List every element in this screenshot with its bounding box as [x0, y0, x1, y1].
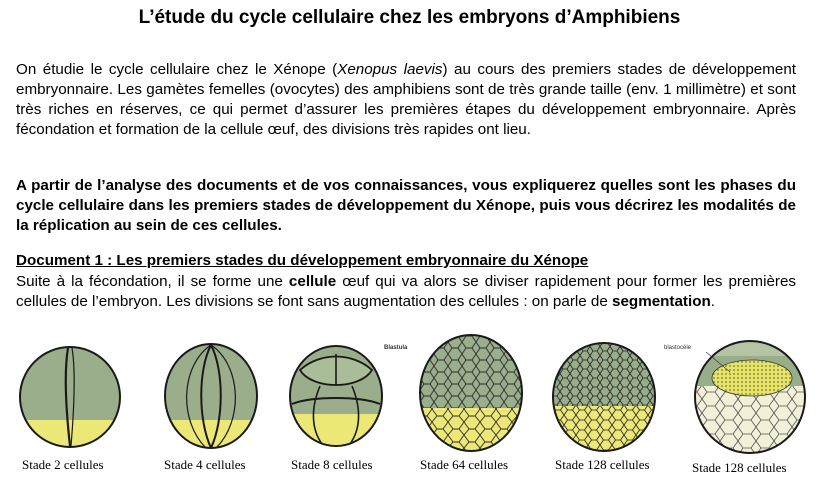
doc1-text-2: œuf qui va alors se diviser rapidement pour former les premières cellules de l’embryon. Les divisions se font sans augmentation des cellules : on parle de	[16, 273, 797, 310]
caption-stage-8: Stade 8 cellules	[291, 457, 373, 472]
page-title: L’étude du cycle cellulaire chez les embryons d’Amphibiens	[138, 7, 681, 28]
intro-text-before: On étudie le cycle cellulaire chez le Xénope (	[16, 61, 338, 78]
caption-stage-128-a: Stade 128 cellules	[555, 457, 650, 472]
document-1-heading: Document 1 : Les premiers stades du développement embryonnaire du Xénope	[16, 252, 589, 269]
embryo-stage-64	[415, 330, 530, 458]
caption-stage-4: Stade 4 cellules	[164, 457, 246, 472]
caption-stage-2: Stade 2 cellules	[22, 457, 104, 472]
embryo-stage-128-section	[692, 340, 807, 455]
embryo-stage-8	[285, 340, 395, 455]
caption-stage-128-b: Stade 128 cellules	[692, 460, 787, 475]
embryo-stage-4	[160, 340, 270, 460]
embryo-stage-2	[15, 345, 125, 460]
doc1-bold-cellule: cellule	[288, 273, 337, 290]
blastula-label: Blastula	[384, 345, 408, 351]
embryo-stage-128-exterior	[550, 340, 660, 456]
doc1-text-1: Suite à la fécondation, il se forme une	[16, 273, 289, 290]
caption-stage-64: Stade 64 cellules	[420, 457, 509, 472]
doc1-bold-segmentation: segmentation	[612, 293, 711, 310]
blastocoel-label: blastocèle	[664, 345, 692, 351]
doc1-text-3: .	[710, 293, 715, 310]
instruction-paragraph: A partir de l’analyse des documents et de vos connaissances, vous expliquerez quelles sont les phases du cycle cellulaire dans les premiers stades de développement du Xénope, puis vous décrirez les modalités de la réplication au sein de ces cellules.	[16, 177, 796, 234]
species-name: Xenopus laevis	[337, 61, 443, 78]
intro-text-after: ) au cours des premiers stades de développement embryonnaire. Les gamètes femelles (ovocytes) des amphibiens sont de très grande taille (env. 1 millimètre) et sont très riches en réserves, ce qui permet d’assurer les premières étapes du développement embryonnaire. Après fécondation et formation de la cellule œuf, des divisions très rapides ont lieu.	[16, 61, 796, 138]
